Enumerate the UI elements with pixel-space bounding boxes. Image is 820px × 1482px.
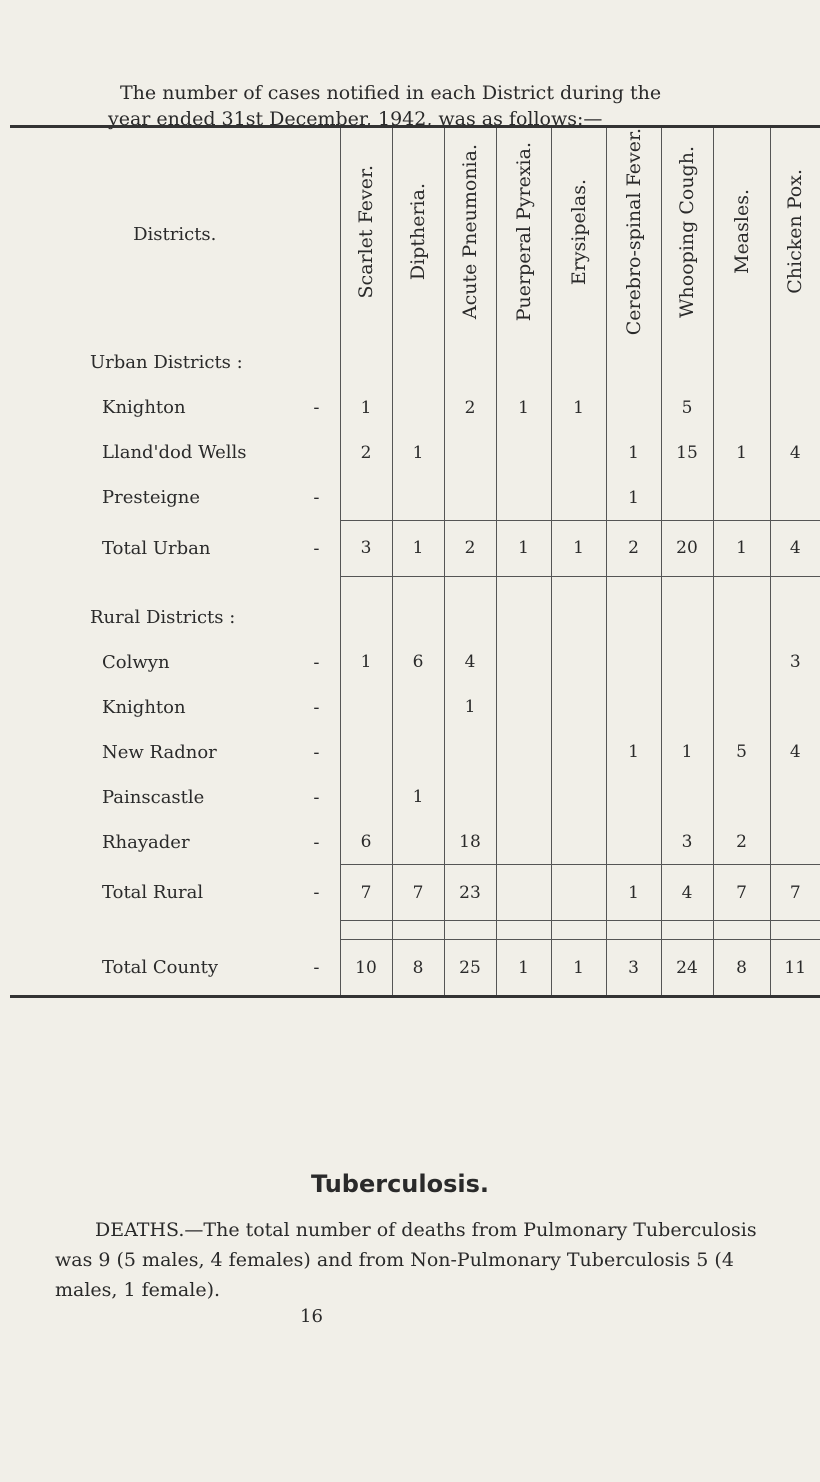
district-name xyxy=(10,385,340,430)
cell-value: 1 xyxy=(661,730,713,775)
empty-cell xyxy=(444,595,496,640)
cell-value xyxy=(661,685,713,730)
cases-table xyxy=(10,125,820,998)
leader-dash: - xyxy=(313,487,320,509)
cell-value: 5 xyxy=(661,385,713,430)
cell-value xyxy=(770,385,820,430)
cell-value xyxy=(551,775,606,820)
cell-value: 1 xyxy=(496,385,551,430)
empty-cell xyxy=(551,595,606,640)
cell-value xyxy=(551,730,606,775)
district-label: Colwyn xyxy=(102,651,170,673)
cell-value: 7 xyxy=(713,865,770,921)
empty-cell xyxy=(770,595,820,640)
empty-cell xyxy=(713,340,770,385)
cell-value: 1 xyxy=(392,430,444,475)
empty-cell xyxy=(392,595,444,640)
cell-value: 8 xyxy=(713,940,770,997)
col-header: Acute Pneumonia. xyxy=(444,127,496,341)
col-header: Cerebro-spinal Fever. xyxy=(606,127,661,341)
cell-value: 2 xyxy=(606,520,661,576)
district-name xyxy=(10,430,340,475)
cell-value: 25 xyxy=(444,940,496,997)
leader-dash: - xyxy=(313,882,320,904)
cell-value xyxy=(713,640,770,685)
tuberculosis-paragraph xyxy=(55,1215,790,1305)
leader-dash: - xyxy=(313,831,320,853)
district-name xyxy=(10,865,340,921)
cell-value xyxy=(661,640,713,685)
empty-cell xyxy=(496,340,551,385)
cell-value xyxy=(661,775,713,820)
cell-value xyxy=(444,430,496,475)
table-body xyxy=(10,340,820,997)
district-label: New Radnor xyxy=(102,741,217,763)
cell-value xyxy=(444,775,496,820)
cell-value: 1 xyxy=(496,940,551,997)
cell-value: 6 xyxy=(392,640,444,685)
district-label: Painscastle xyxy=(102,786,205,808)
cell-value xyxy=(606,685,661,730)
district-name xyxy=(10,685,340,730)
col-header: Whooping Cough. xyxy=(661,127,713,341)
cell-value: 1 xyxy=(551,385,606,430)
cell-value xyxy=(340,685,392,730)
cell-value xyxy=(392,685,444,730)
leader-dash: - xyxy=(313,957,320,979)
empty-cell xyxy=(392,340,444,385)
cell-value xyxy=(392,820,444,865)
cell-value: 3 xyxy=(340,520,392,576)
cell-value: 2 xyxy=(444,385,496,430)
empty-cell xyxy=(606,340,661,385)
cell-value: 3 xyxy=(606,940,661,997)
cell-value xyxy=(340,475,392,520)
cell-value: 1 xyxy=(392,775,444,820)
cell-value xyxy=(496,775,551,820)
section-heading-row xyxy=(10,595,820,640)
empty-cell xyxy=(713,595,770,640)
spacer-row xyxy=(10,576,820,595)
empty-cell xyxy=(661,340,713,385)
cell-value xyxy=(770,775,820,820)
cell-value xyxy=(713,475,770,520)
cell-value: 3 xyxy=(770,640,820,685)
cell-value: 20 xyxy=(661,520,713,576)
empty-cell xyxy=(661,595,713,640)
table-row xyxy=(10,820,820,865)
cell-value xyxy=(496,685,551,730)
cell-value: 1 xyxy=(713,430,770,475)
empty-cell xyxy=(551,340,606,385)
cell-value xyxy=(713,775,770,820)
empty-cell xyxy=(340,340,392,385)
cell-value xyxy=(496,820,551,865)
cell-value: 7 xyxy=(340,865,392,921)
cell-value: 3 xyxy=(661,820,713,865)
district-name xyxy=(10,940,340,997)
cell-value xyxy=(496,640,551,685)
district-label: Presteigne xyxy=(102,487,201,509)
leader-dash: - xyxy=(313,397,320,419)
cell-value: 1 xyxy=(606,430,661,475)
intro-line-1: The number of cases notified in each District during the xyxy=(120,82,662,104)
header-row xyxy=(10,127,820,341)
cell-value xyxy=(496,430,551,475)
cell-value xyxy=(770,685,820,730)
col-header: Erysipelas. xyxy=(551,127,606,341)
cell-value xyxy=(551,430,606,475)
section-heading: Rural Districts : xyxy=(90,606,236,628)
district-label: Lland'dod Wells xyxy=(102,442,247,464)
cell-value xyxy=(496,475,551,520)
cell-value: 1 xyxy=(713,520,770,576)
cell-value xyxy=(551,820,606,865)
cell-value: 2 xyxy=(340,430,392,475)
tuberculosis-text: DEATHS.—The total number of deaths from Pulmonary Tuberculosis was 9 (5 males, 4 females) and from Non-Pulmonary Tuberculosis 5 (4 males, 1 female). xyxy=(55,1219,757,1301)
cell-value: 1 xyxy=(444,685,496,730)
cell-value xyxy=(770,475,820,520)
cell-value: 2 xyxy=(713,820,770,865)
empty-cell xyxy=(444,340,496,385)
cell-value: 4 xyxy=(444,640,496,685)
cell-value xyxy=(392,730,444,775)
cell-value xyxy=(551,475,606,520)
cell-value: 6 xyxy=(340,820,392,865)
cell-value: 5 xyxy=(713,730,770,775)
total-row xyxy=(10,865,820,921)
cell-value: 23 xyxy=(444,865,496,921)
district-name xyxy=(10,520,340,576)
cell-value xyxy=(496,865,551,921)
cell-value: 7 xyxy=(392,865,444,921)
cell-value xyxy=(606,820,661,865)
district-label: Total County xyxy=(102,957,219,979)
cell-value xyxy=(392,385,444,430)
col-header: Puerperal Pyrexia. xyxy=(496,127,551,341)
cell-value: 1 xyxy=(551,940,606,997)
cell-value xyxy=(496,730,551,775)
cell-value xyxy=(606,640,661,685)
cell-value: 1 xyxy=(606,475,661,520)
cell-value: 1 xyxy=(551,520,606,576)
cell-value: 1 xyxy=(340,385,392,430)
table-row xyxy=(10,385,820,430)
leader-dash: - xyxy=(313,696,320,718)
cell-value xyxy=(340,730,392,775)
cell-value: 4 xyxy=(770,730,820,775)
cell-value xyxy=(551,640,606,685)
district-label: Total Rural xyxy=(102,882,204,904)
district-name xyxy=(10,775,340,820)
district-label: Rhayader xyxy=(102,831,190,853)
spacer-row xyxy=(10,921,820,940)
table-row xyxy=(10,730,820,775)
cell-value: 4 xyxy=(770,430,820,475)
col-header: Scarlet Fever. xyxy=(340,127,392,341)
cell-value xyxy=(551,685,606,730)
empty-cell xyxy=(340,595,392,640)
cell-value xyxy=(770,820,820,865)
cell-value: 1 xyxy=(496,520,551,576)
leader-dash: - xyxy=(313,537,320,559)
cell-value xyxy=(606,775,661,820)
cell-value: 1 xyxy=(606,730,661,775)
leader-dash: - xyxy=(313,741,320,763)
table-row xyxy=(10,475,820,520)
cell-value: 4 xyxy=(661,865,713,921)
cell-value: 10 xyxy=(340,940,392,997)
district-label: Total Urban xyxy=(102,537,211,559)
cell-value: 1 xyxy=(392,520,444,576)
empty-cell xyxy=(496,595,551,640)
col-header: Diptheria. xyxy=(392,127,444,341)
district-name xyxy=(10,475,340,520)
total-row xyxy=(10,520,820,576)
cell-value: 18 xyxy=(444,820,496,865)
cell-value xyxy=(713,385,770,430)
cell-value: 11 xyxy=(770,940,820,997)
district-label: Knighton xyxy=(102,397,186,419)
empty-cell xyxy=(606,595,661,640)
cell-value: 1 xyxy=(340,640,392,685)
cell-value: 24 xyxy=(661,940,713,997)
cell-value: 2 xyxy=(444,520,496,576)
cell-value: 7 xyxy=(770,865,820,921)
cell-value xyxy=(444,475,496,520)
empty-cell xyxy=(770,340,820,385)
tuberculosis-heading: Tuberculosis. xyxy=(310,1170,490,1198)
table-row xyxy=(10,640,820,685)
cell-value xyxy=(606,385,661,430)
cell-value xyxy=(392,475,444,520)
table-row xyxy=(10,685,820,730)
districts-header: Districts. xyxy=(133,223,217,245)
intro-line-2: year ended 31st December, 1942, was as follows:— xyxy=(108,108,603,130)
cell-value: 15 xyxy=(661,430,713,475)
district-name xyxy=(10,730,340,775)
col-header: Measles. xyxy=(713,127,770,341)
cell-value xyxy=(340,775,392,820)
district-name xyxy=(10,640,340,685)
page-number: 16 xyxy=(300,1306,323,1327)
table-row xyxy=(10,775,820,820)
cell-value xyxy=(661,475,713,520)
col-header: Chicken Pox. xyxy=(770,127,820,341)
cell-value xyxy=(444,730,496,775)
section-heading-row xyxy=(10,340,820,385)
cell-value: 8 xyxy=(392,940,444,997)
cell-value xyxy=(551,865,606,921)
table-row xyxy=(10,430,820,475)
district-label: Knighton xyxy=(102,696,186,718)
section-heading: Urban Districts : xyxy=(90,352,243,374)
district-name xyxy=(10,820,340,865)
leader-dash: - xyxy=(313,651,320,673)
cell-value: 1 xyxy=(606,865,661,921)
leader-dash: - xyxy=(313,786,320,808)
cell-value xyxy=(713,685,770,730)
cell-value: 4 xyxy=(770,520,820,576)
total-row xyxy=(10,940,820,997)
